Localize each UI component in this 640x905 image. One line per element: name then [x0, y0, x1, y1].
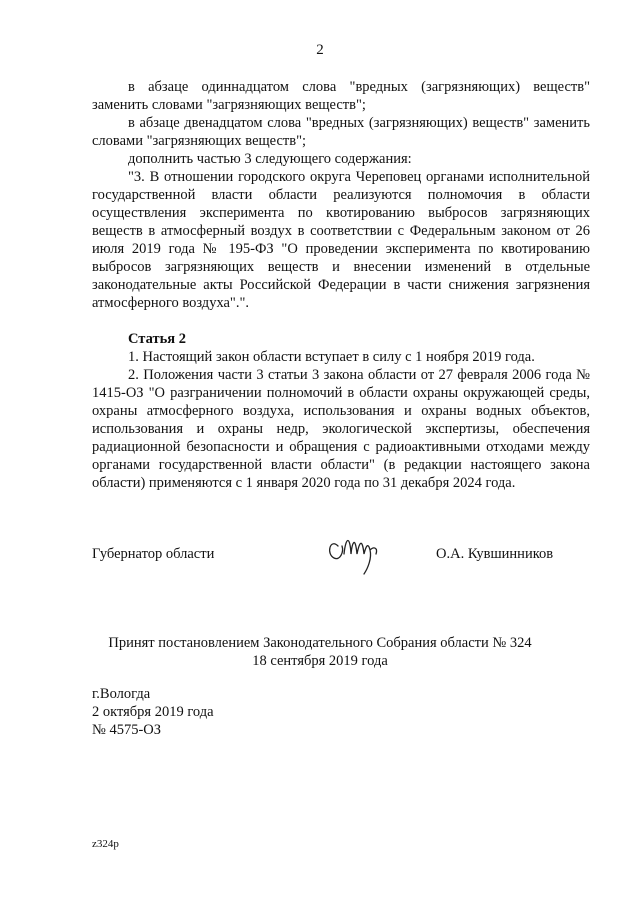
paragraph-amendment-12: в абзаце двенадцатом слова "вредных (загрязняющих) веществ" заменить словами "загрязняющих веществ"; — [92, 115, 590, 149]
article-2-heading: Статья 2 — [128, 331, 186, 347]
law-date: 2 октября 2019 года — [92, 704, 214, 720]
signatory-title: Губернатор области — [92, 546, 215, 562]
adoption-line-2: 18 сентября 2019 года — [252, 653, 388, 669]
signatory-name: О.А. Кувшинников — [436, 546, 554, 562]
paragraph-add-part-3: дополнить частью 3 следующего содержания: — [128, 151, 412, 167]
city: г.Вологда — [92, 686, 151, 702]
page-number: 2 — [316, 42, 324, 58]
article-2-item-2: 2. Положения части 3 статьи 3 закона области от 27 февраля 2006 года № 1415-ОЗ "О разграничении полномочий в области охраны окружающей среды, охраны атмосферного воздуха, использования и охраны водных объектов, использования и охраны недр, экологической экспертизы, обеспечения радиационной безопасности и обращения с радиоактивными отходами между органами государственной власти области" (в редакции настоящего закона области) применяются с 1 января 2020 года по 31 декабря 2024 года. — [92, 367, 590, 491]
paragraph-part-3-text: "3. В отношении городского округа Череповец органами исполнительной государственной власти области реализуются полномочия в области осуществления эксперимента по квотированию выбросов загрязняющих веществ в атмосферный воздух в соответствии с Федеральным законом от 26 июля 2019 года № 195-ФЗ "О проведении эксперимента по квотированию выбросов загрязняющих веществ и внесении изменений в отдельные законодательные акты Российской Федерации в части снижения загрязнения атмосферного воздуха".". — [92, 169, 590, 311]
document-body — [92, 78, 590, 492]
place-date-number — [92, 685, 214, 739]
adoption-line-1: Принят постановлением Законодательного Собрания области № 324 — [108, 635, 532, 651]
adoption-note — [0, 634, 640, 670]
law-number: № 4575-ОЗ — [92, 722, 162, 738]
document-code: z324p — [92, 838, 119, 850]
paragraph-amendment-11: в абзаце одиннадцатом слова "вредных (загрязняющих) веществ" заменить словами "загрязняющих веществ"; — [92, 79, 590, 113]
handwritten-signature — [324, 524, 394, 576]
article-2-item-1: 1. Настоящий закон области вступает в силу с 1 ноября 2019 года. — [128, 349, 535, 365]
